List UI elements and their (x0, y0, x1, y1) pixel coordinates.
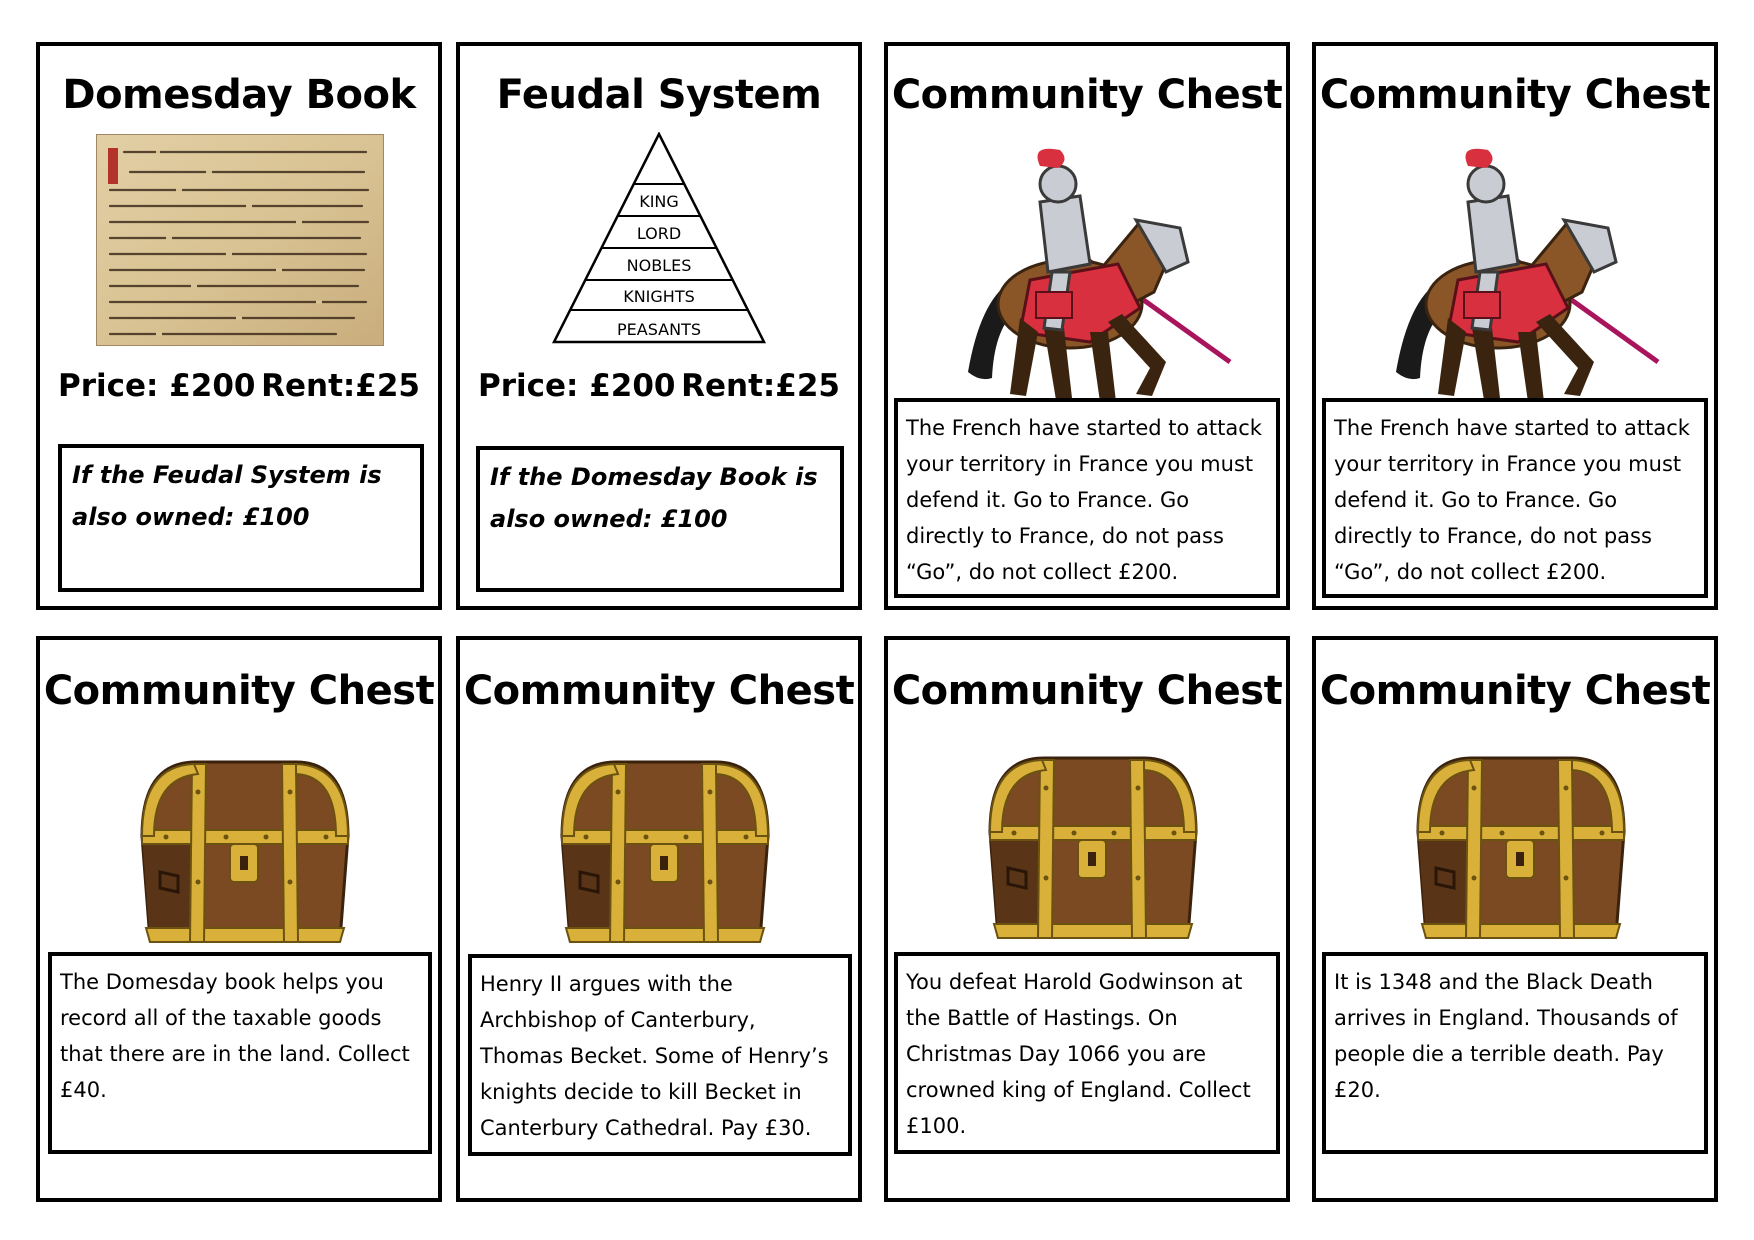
price-label: Price: £200 (478, 368, 676, 404)
feudal-pyramid-diagram (550, 132, 768, 349)
community-chest-card[interactable] (456, 636, 862, 1202)
card-text-box: The Domesday book helps you record all of the taxable goods that there are in the land. Collect £40. (48, 952, 432, 1154)
pyramid-tier-label: NOBLES (626, 256, 692, 275)
card-text-box: You defeat Harold Godwinson at the Battle of Hastings. On Christmas Day 1066 you are crowned king of England. Collect £100. (894, 952, 1280, 1154)
card-text-box: The French have started to attack your territory in France you must defend it. Go to France. Go directly to France, do not pass “Go”, do not collect £200. (1322, 398, 1708, 598)
property-card-domesday-book[interactable] (36, 42, 442, 610)
card-title: Community Chest (43, 668, 435, 714)
card-title: Community Chest (463, 668, 855, 714)
community-chest-card[interactable] (1312, 42, 1718, 610)
card-title: Domesday Book (62, 72, 416, 118)
card-title: Community Chest (891, 72, 1283, 118)
rent-label: Rent:£25 (261, 368, 420, 404)
rent-label: Rent:£25 (681, 368, 840, 404)
card-title: Community Chest (1319, 668, 1711, 714)
card-title: Community Chest (1319, 72, 1711, 118)
treasure-chest-image (984, 748, 1200, 949)
pyramid-tier-label: KNIGHTS (623, 287, 695, 306)
card-title: Community Chest (891, 668, 1283, 714)
card-text-box: It is 1348 and the Black Death arrives in England. Thousands of people die a terrible death. Pay £20. (1322, 952, 1708, 1154)
price-label: Price: £200 (58, 368, 256, 404)
knight-on-horse-image (1368, 132, 1668, 427)
card-title: Feudal System (496, 72, 822, 118)
pyramid-tier-label: LORD (636, 224, 682, 243)
community-chest-card[interactable] (36, 636, 442, 1202)
price-rent-row (478, 368, 840, 404)
treasure-chest-image (1412, 748, 1628, 949)
treasure-chest-image (136, 752, 352, 953)
price-rent-row (58, 368, 420, 404)
community-chest-card[interactable] (1312, 636, 1718, 1202)
card-text-box: Henry II argues with the Archbishop of Canterbury, Thomas Becket. Some of Henry’s knights decide to kill Becket in Canterbury Cathedral. Pay £30. (468, 954, 852, 1156)
pyramid-tier-label: KING (639, 192, 679, 211)
pyramid-tier-label: PEASANTS (617, 320, 701, 339)
community-chest-card[interactable] (884, 636, 1290, 1202)
property-card-feudal-system[interactable] (456, 42, 862, 610)
treasure-chest-image (556, 752, 772, 953)
card-text-box: The French have started to attack your territory in France you must defend it. Go to France. Go directly to France, do not pass “Go”, do not collect £200. (894, 398, 1280, 598)
community-chest-card[interactable] (884, 42, 1290, 610)
knight-on-horse-image (940, 132, 1240, 427)
card-text-box: If the Domesday Book is also owned: £100 (476, 446, 844, 592)
domesday-manuscript-image (96, 134, 384, 351)
card-text-box: If the Feudal System is also owned: £100 (58, 444, 424, 592)
